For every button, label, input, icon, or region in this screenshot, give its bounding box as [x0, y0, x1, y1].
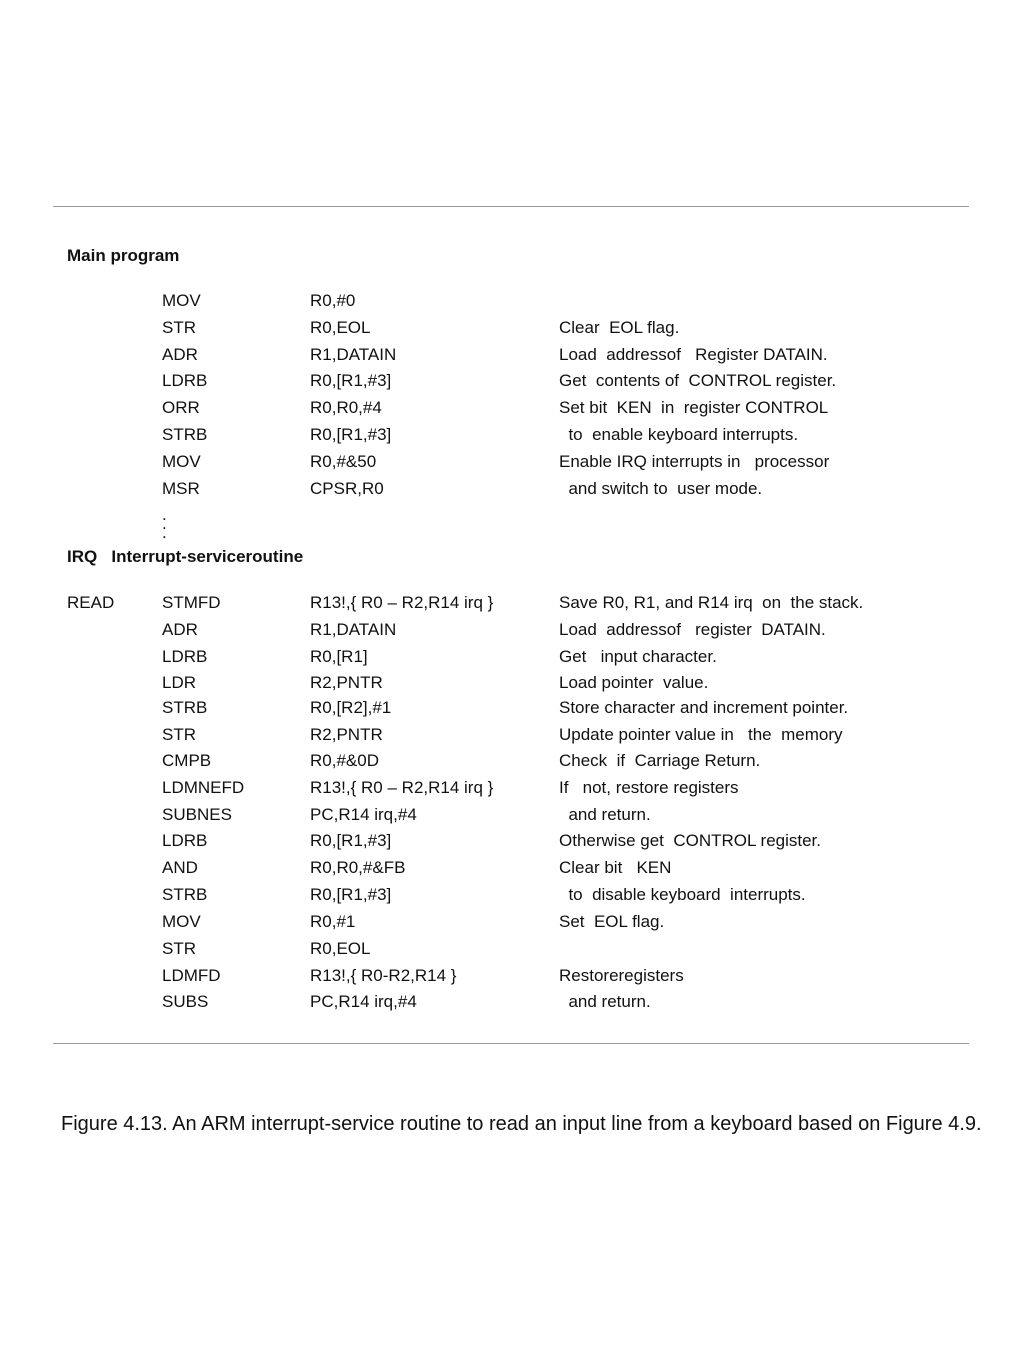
code-line — [0, 425, 1024, 451]
operands: R0,#&50 — [310, 452, 377, 471]
comment: Store character and increment pointer. — [559, 698, 849, 717]
ellipsis: . . . — [162, 505, 167, 542]
code-line — [0, 398, 1024, 424]
operands: R0,[R2],#1 — [310, 698, 392, 717]
comment: to enable keyboard interrupts. — [559, 425, 799, 444]
code-line — [0, 751, 1024, 777]
opcode: LDMFD — [162, 966, 221, 985]
opcode: MSR — [162, 479, 200, 498]
code-line — [0, 673, 1024, 699]
code-line — [0, 885, 1024, 911]
comment: Save R0, R1, and R14 irq on the stack. — [559, 593, 864, 612]
operands: R0,[R1,#3] — [310, 831, 392, 850]
operands: R0,[R1,#3] — [310, 371, 392, 390]
operands: CPSR,R0 — [310, 479, 384, 498]
comment: Get contents of CONTROL register. — [559, 371, 837, 390]
opcode: LDRB — [162, 371, 208, 390]
code-line — [0, 966, 1024, 992]
comment: Set bit KEN in register CONTROL — [559, 398, 829, 417]
code-line — [0, 831, 1024, 857]
comment: If not, restore registers — [559, 778, 739, 797]
comment: Get input character. — [559, 647, 717, 666]
comment: Clear EOL flag. — [559, 318, 680, 337]
code-line — [0, 593, 1024, 619]
code-line — [0, 647, 1024, 673]
operands: R0,[R1,#3] — [310, 425, 392, 444]
code-line — [0, 371, 1024, 397]
comment: Check if Carriage Return. — [559, 751, 761, 770]
opcode: LDRB — [162, 647, 208, 666]
code-line — [0, 452, 1024, 478]
comment: Load addressof Register DATAIN. — [559, 345, 828, 364]
opcode: SUBNES — [162, 805, 232, 824]
code-line — [0, 912, 1024, 938]
operands: R2,PNTR — [310, 725, 383, 744]
operands: R0,EOL — [310, 939, 371, 958]
top-rule — [53, 206, 969, 207]
opcode: LDMNEFD — [162, 778, 245, 797]
comment: Update pointer value in the memory — [559, 725, 843, 744]
comment: and return. — [559, 805, 651, 824]
code-line — [0, 858, 1024, 884]
bottom-rule — [53, 1043, 969, 1044]
comment: Otherwise get CONTROL register. — [559, 831, 822, 850]
comment: Load pointer value. — [559, 673, 709, 692]
code-line — [0, 725, 1024, 751]
opcode: MOV — [162, 452, 201, 471]
opcode: STR — [162, 318, 196, 337]
opcode: LDR — [162, 673, 197, 692]
operands: PC,R14 irq,#4 — [310, 805, 417, 824]
figure-caption: Figure 4.13. An ARM interrupt-service routine to read an input line from a keyboard based on Figure 4.9. — [61, 1113, 982, 1135]
opcode: MOV — [162, 291, 201, 310]
opcode: STRB — [162, 425, 208, 444]
opcode: ORR — [162, 398, 200, 417]
code-line — [0, 939, 1024, 965]
code-line — [0, 291, 1024, 317]
opcode: STR — [162, 939, 196, 958]
operands: R0,#0 — [310, 291, 356, 310]
comment: to disable keyboard interrupts. — [559, 885, 806, 904]
code-line — [0, 805, 1024, 831]
opcode: MOV — [162, 912, 201, 931]
operands: R2,PNTR — [310, 673, 383, 692]
operands: R1,DATAIN — [310, 345, 397, 364]
comment: Set EOL flag. — [559, 912, 665, 931]
opcode: SUBS — [162, 992, 209, 1011]
opcode: STRB — [162, 885, 208, 904]
opcode: STR — [162, 725, 196, 744]
comment: Load addressof register DATAIN. — [559, 620, 826, 639]
operands: R13!,{ R0 – R2,R14 irq } — [310, 778, 494, 797]
main-program-heading: Main program — [67, 246, 180, 265]
opcode: STRB — [162, 698, 208, 717]
comment: Restoreregisters — [559, 966, 684, 985]
operands: R0,R0,#&FB — [310, 858, 406, 877]
operands: R0,#&0D — [310, 751, 379, 770]
operands: R0,R0,#4 — [310, 398, 382, 417]
code-line — [0, 778, 1024, 804]
comment: and switch to user mode. — [559, 479, 763, 498]
operands: R0,#1 — [310, 912, 356, 931]
opcode: STMFD — [162, 593, 221, 612]
code-line — [0, 318, 1024, 344]
operands: R0,[R1] — [310, 647, 368, 666]
operands: PC,R14 irq,#4 — [310, 992, 417, 1011]
opcode: AND — [162, 858, 198, 877]
irq-routine-heading: IRQ Interrupt-serviceroutine — [67, 547, 304, 566]
code-line — [0, 620, 1024, 646]
operands: R13!,{ R0 – R2,R14 irq } — [310, 593, 494, 612]
operands: R1,DATAIN — [310, 620, 397, 639]
operands: R0,[R1,#3] — [310, 885, 392, 904]
code-line — [0, 992, 1024, 1018]
comment: and return. — [559, 992, 651, 1011]
operands: R0,EOL — [310, 318, 371, 337]
comment: Enable IRQ interrupts in processor — [559, 452, 830, 471]
operands: R13!,{ R0-R2,R14 } — [310, 966, 457, 985]
line-label: READ — [67, 593, 115, 612]
opcode: LDRB — [162, 831, 208, 850]
opcode: ADR — [162, 620, 198, 639]
code-line — [0, 479, 1024, 505]
opcode: CMPB — [162, 751, 212, 770]
code-line — [0, 345, 1024, 371]
code-line — [0, 698, 1024, 724]
opcode: ADR — [162, 345, 198, 364]
comment: Clear bit KEN — [559, 858, 672, 877]
